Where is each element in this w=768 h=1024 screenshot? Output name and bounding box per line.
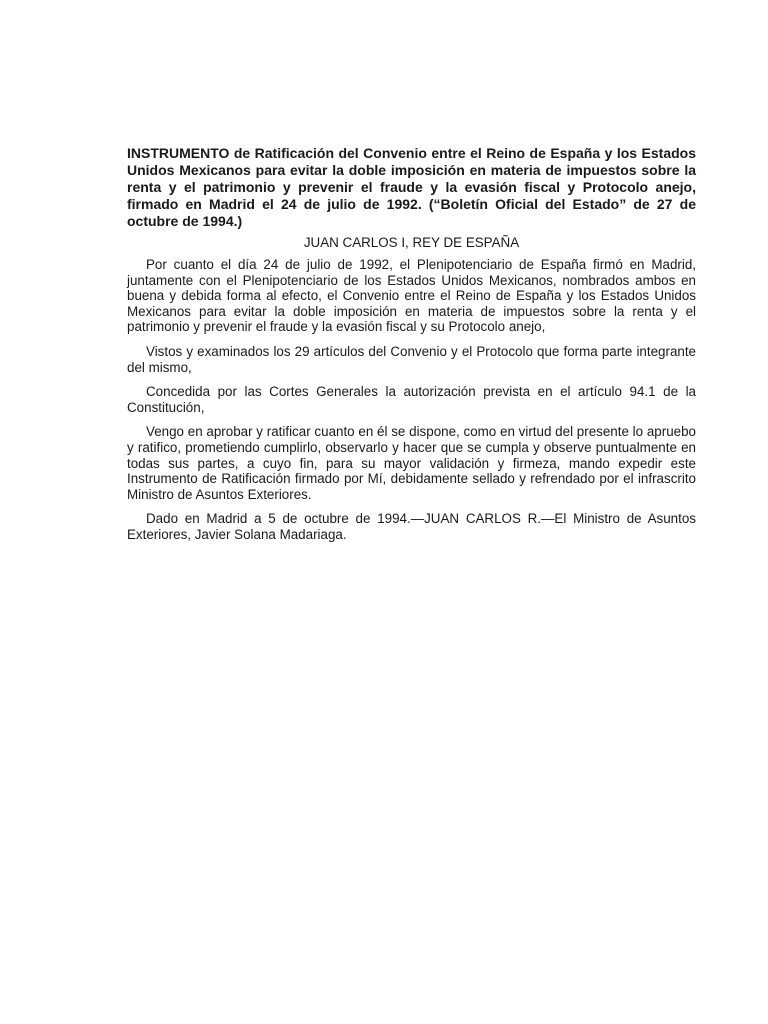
document-page bbox=[127, 145, 696, 552]
paragraph-vengo: Vengo en aprobar y ratificar cuanto en él se dispone, como en virtud del presente lo apruebo y ratifico, prometiendo cumplirlo, observarlo y hacer que se cumpla y observe puntualmente en todas sus partes, a cuyo fin, para su mayor validación y firmeza, mando expedir este Instrumento de Ratificación firmado por Mí, debidamente sellado y refrendado por el infrascrito Ministro de Asuntos Exteriores. bbox=[127, 424, 696, 502]
paragraph-dado: Dado en Madrid a 5 de octubre de 1994.—JUAN CARLOS R.—El Ministro de Asuntos Exteriores, Javier Solana Madariaga. bbox=[127, 511, 696, 542]
document-subtitle: JUAN CARLOS I, REY DE ESPAÑA bbox=[303, 235, 520, 250]
paragraph-concedida: Concedida por las Cortes Generales la autorización prevista en el artículo 94.1 de la Constitución, bbox=[127, 384, 696, 415]
paragraph-por-cuanto: Por cuanto el día 24 de julio de 1992, el Plenipotenciario de España firmó en Madrid, juntamente con el Plenipotenciario de los Estados Unidos Mexicanos, nombrados ambos en buena y debida forma al efecto, el Convenio entre el Reino de España y los Estados Unidos Mexicanos para evitar la doble imposición en materia de impuestos sobre la renta y el patrimonio y prevenir el fraude y la evasión fiscal y su Protocolo anejo, bbox=[127, 257, 696, 335]
paragraph-vistos: Vistos y examinados los 29 artículos del Convenio y el Protocolo que forma parte integrante del mismo, bbox=[127, 343, 696, 375]
document-title: INSTRUMENTO de Ratificación del Convenio entre el Reino de España y los Estados Unidos Mexicanos para evitar la doble imposición en materia de impuestos sobre la renta y el patrimonio y prevenir el fraude y la evasión fiscal y Protocolo anejo, firmado en Madrid el 24 de julio de 1992. (“Boletín Oficial del Estado” de 27 de octubre de 1994.) bbox=[127, 145, 696, 229]
